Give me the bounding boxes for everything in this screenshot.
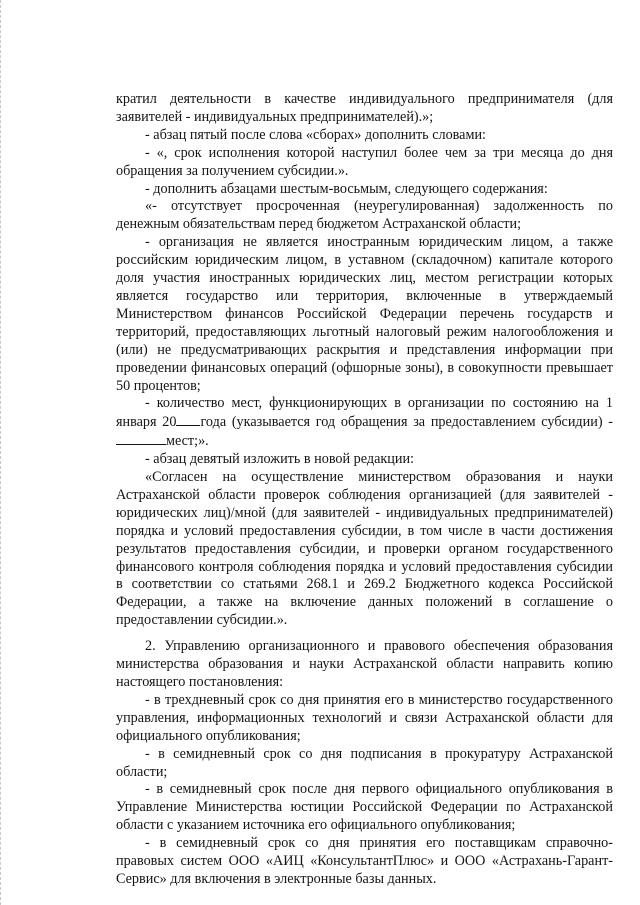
paragraph-add-sixth-eighth: - дополнить абзацами шестым-восьмым, следующего содержания: — [145, 180, 548, 197]
scan-edge — [0, 0, 4, 905]
paragraph-consent: «Согласен на осуществление министерством образования и науки Астраханской области проверок соблюдения организацией (для заявителей - юридических лиц)/мной (для заявителей - индивидуальных предпринимателей) порядка и условий предоставления субсидии, в том числе в части достижения результатов предоставления субсидии, и проверки органом государственного финансового контроля соблюдения порядка и условий предоставления субсидии в соответствии со статьями 268.1 и 269.2 Бюджетного кодекса Российской Федерации, а также на включение данных положений в соглашение о предоставлении субсидии.». — [116, 469, 613, 629]
paragraph-no-debt: «- отсутствует просроченная (неурегулированная) задолженность по денежным обязательствам перед бюджетом Астраханской области; — [116, 198, 613, 233]
places-text-b: года (указывается год обращения за предоставлением субсидии) - — [200, 414, 614, 431]
places-text-a: - количество мест, функционирующих в организации по состоянию на 1 января 20 — [116, 395, 613, 431]
paragraph-amend-ninth: - абзац девятый изложить в новой редакции: — [145, 451, 414, 468]
paragraph-continuation: кратил деятельности в качестве индивидуального предпринимателя (для заявителей - индивидуальных предпринимателей).»; — [116, 91, 613, 125]
document-page — [116, 91, 613, 889]
places-blank — [116, 432, 166, 445]
year-blank — [176, 413, 200, 426]
paragraph-prosecutor: - в семидневный срок со дня подписания в прокуратуру Астраханской области; — [116, 745, 613, 780]
spacer — [116, 630, 613, 638]
paragraph-justice: - в семидневный срок после дня первого официального опубликования в Управление Министерства юстиции Российской Федерации по Астраханской области с указанием источника его официального опубликования; — [116, 781, 613, 834]
places-text-c: мест;». — [166, 433, 209, 450]
paragraph-section-2: 2. Управлению организационного и правового обеспечения образования министерства образования и науки Астраханской области направить копию настоящего постановления: — [116, 638, 613, 690]
paragraph-three-day: - в трехдневный срок со дня принятия его в министерство государственного управления, информационных технологий и связи Астраханской области для официального опубликования; — [116, 691, 613, 744]
paragraph-amend-fifth: - абзац пятый после слова «сборах» дополнить словами: — [145, 126, 486, 143]
paragraph-places-count — [116, 395, 613, 451]
paragraph-legal-systems: - в семидневный срок со дня принятия его поставщикам справочно-правовых систем ООО «АИЦ «КонсультантПлюс» и ООО «Астрахань-Гарант-Сервис» для включения в электронные базы данных. — [116, 835, 613, 887]
paragraph-quote-deadline: - «, срок исполнения которой наступил более чем за три месяца до дня обращения за получением субсидии.». — [116, 144, 613, 179]
paragraph-not-foreign: - организация не является иностранным юридическим лицом, а также российским юридическим лицом, в уставном (складочном) капитале которого доля участия иностранных юридических лиц, местом регистрации которых является государство или территория, включенные в утверждаемый Министерством финансов Российской Федерации перечень государств и территорий, предоставляющих льготный налоговый режим налогообложения и (или) не предусматривающих раскрытия и представления информации при проведении финансовых операций (офшорные зоны), в совокупности превышает 50 процентов; — [116, 234, 613, 394]
